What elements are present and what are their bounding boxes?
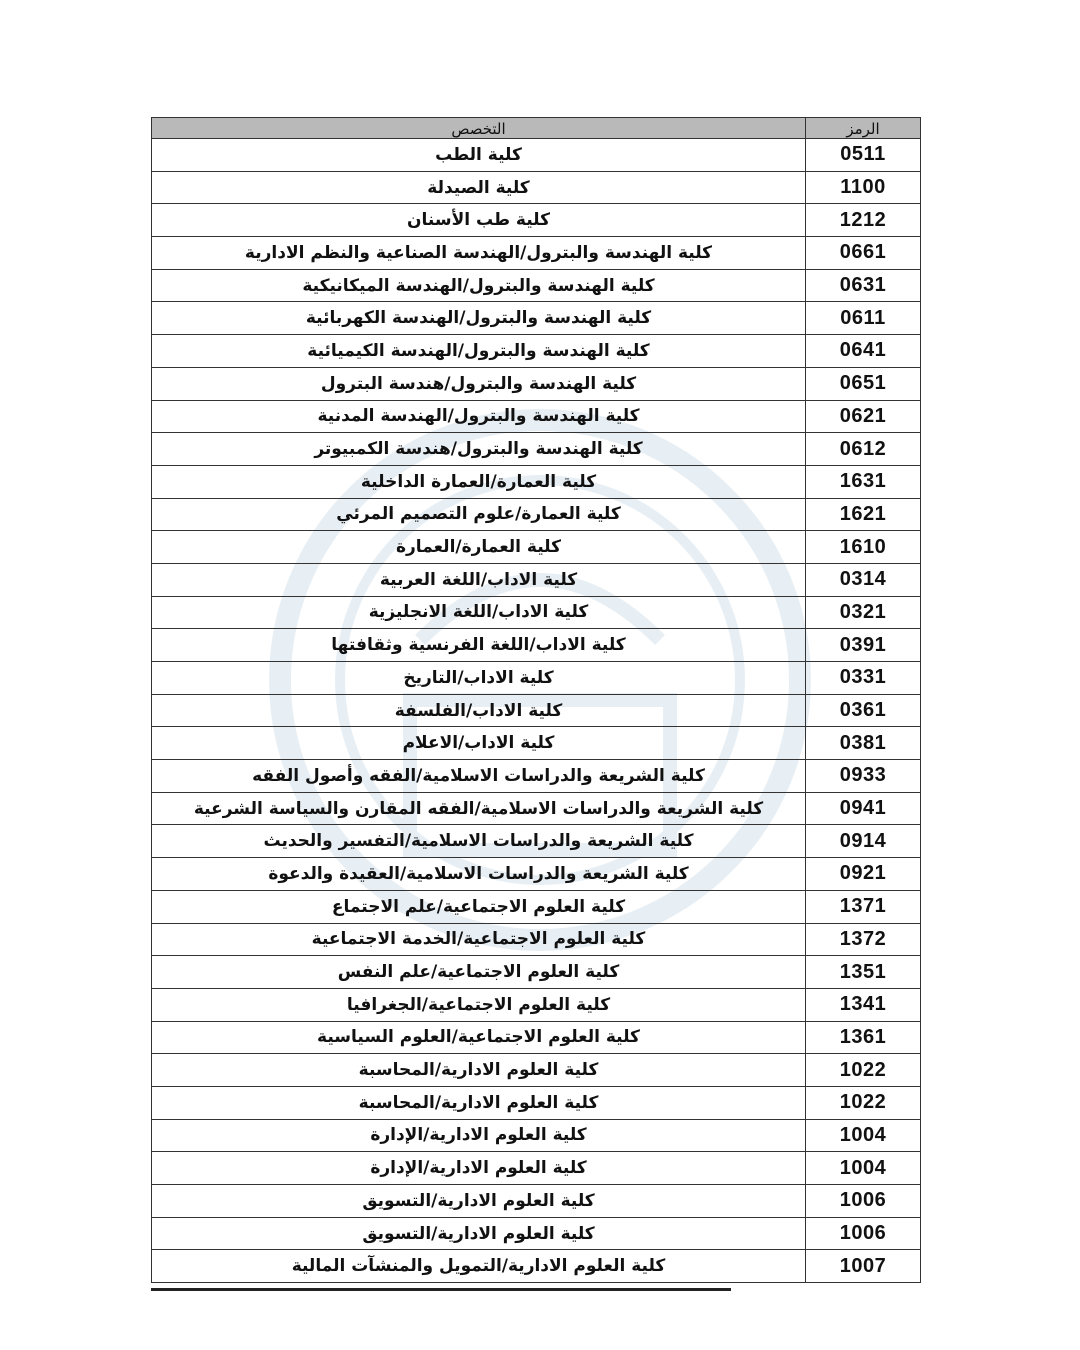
table-row [152,1054,921,1087]
table-row [152,563,921,596]
row-specialization: كلية العلوم الادارية/التسويق [152,1217,806,1250]
row-code: 1006 [806,1185,921,1218]
table-row [152,204,921,237]
row-specialization: كلية العلوم الادارية/المحاسبة [152,1054,806,1087]
row-specialization: كلية العلوم الادارية/الإدارة [152,1119,806,1152]
table-row [152,1086,921,1119]
row-code: 0511 [806,139,921,172]
table-row [152,498,921,531]
row-code: 0361 [806,694,921,727]
table-row [152,531,921,564]
table-row [152,858,921,891]
row-specialization: كلية الطب [152,139,806,172]
row-specialization: كلية العلوم الاجتماعية/الجغرافيا [152,988,806,1021]
row-specialization: كلية الهندسة والبترول/هندسة البترول [152,367,806,400]
table-row [152,1119,921,1152]
row-code: 1004 [806,1119,921,1152]
table-row [152,171,921,204]
row-specialization: كلية العلوم الادارية/المحاسبة [152,1086,806,1119]
row-code: 0933 [806,760,921,793]
majors-table [151,117,921,1283]
row-specialization: كلية الاداب/اللغة الانجليزية [152,596,806,629]
table-row [152,825,921,858]
row-code: 1007 [806,1250,921,1283]
row-code: 0631 [806,269,921,302]
table-row [152,433,921,466]
bottom-rule [151,1288,731,1291]
table-row [152,367,921,400]
row-code: 1610 [806,531,921,564]
row-specialization: كلية الشريعة والدراسات الاسلامية/الفقه المقارن والسياسة الشرعية [152,792,806,825]
table-row [152,923,921,956]
row-specialization: كلية العمارة/العمارة [152,531,806,564]
table-header-row [152,118,921,139]
row-code: 1022 [806,1086,921,1119]
row-code: 1100 [806,171,921,204]
row-code: 0621 [806,400,921,433]
table-row [152,727,921,760]
row-specialization: كلية الصيدلة [152,171,806,204]
row-specialization: كلية العلوم الاجتماعية/العلوم السياسية [152,1021,806,1054]
row-specialization: كلية الهندسة والبترول/هندسة الكمبيوتر [152,433,806,466]
row-specialization: كلية الشريعة والدراسات الاسلامية/الفقه وأصول الفقه [152,760,806,793]
row-specialization: كلية العلوم الادارية/التمويل والمنشآت المالية [152,1250,806,1283]
row-code: 0611 [806,302,921,335]
table-row [152,335,921,368]
row-code: 0381 [806,727,921,760]
table-body [152,139,921,1283]
row-code: 0641 [806,335,921,368]
table-row [152,139,921,172]
row-specialization: كلية العمارة/علوم التصميم المرئي [152,498,806,531]
row-code: 0651 [806,367,921,400]
row-code: 1022 [806,1054,921,1087]
table-row [152,302,921,335]
row-code: 0331 [806,662,921,695]
table-row [152,1217,921,1250]
code-column-header: الرمز [806,118,921,139]
row-code: 1341 [806,988,921,1021]
row-specialization: كلية الشريعة والدراسات الاسلامية/التفسير والحديث [152,825,806,858]
row-specialization: كلية طب الأسنان [152,204,806,237]
row-specialization: كلية الهندسة والبترول/الهندسة المدنية [152,400,806,433]
table-row [152,1185,921,1218]
row-code: 0914 [806,825,921,858]
table-row [152,269,921,302]
specialization-column-header: التخصص [152,118,806,139]
row-specialization: كلية الاداب/اللغة العربية [152,563,806,596]
row-code: 1372 [806,923,921,956]
row-specialization: كلية الاداب/اللغة الفرنسية وثقافتها [152,629,806,662]
table-row [152,596,921,629]
table-row [152,760,921,793]
table-row [152,1152,921,1185]
row-specialization: كلية العمارة/العمارة الداخلية [152,465,806,498]
row-code: 0661 [806,237,921,270]
row-code: 0612 [806,433,921,466]
row-code: 0391 [806,629,921,662]
table-row [152,662,921,695]
table-row [152,629,921,662]
table-row [152,465,921,498]
table-row [152,1021,921,1054]
row-specialization: كلية الهندسة والبترول/الهندسة الميكانيكية [152,269,806,302]
row-specialization: كلية العلوم الاجتماعية/الخدمة الاجتماعية [152,923,806,956]
table-row [152,237,921,270]
row-code: 1371 [806,890,921,923]
row-specialization: كلية الاداب/الفلسفة [152,694,806,727]
table-row [152,890,921,923]
row-code: 1361 [806,1021,921,1054]
row-code: 1004 [806,1152,921,1185]
table-row [152,694,921,727]
table-row [152,956,921,989]
row-specialization: كلية العلوم الادارية/الإدارة [152,1152,806,1185]
row-specialization: كلية العلوم الاجتماعية/علم الاجتماع [152,890,806,923]
table-row [152,792,921,825]
row-code: 1351 [806,956,921,989]
table-row [152,400,921,433]
row-specialization: كلية الهندسة والبترول/الهندسة الكهربائية [152,302,806,335]
row-specialization: كلية العلوم الادارية/التسويق [152,1185,806,1218]
row-code: 0321 [806,596,921,629]
row-specialization: كلية الشريعة والدراسات الاسلامية/العقيدة والدعوة [152,858,806,891]
row-specialization: كلية الاداب/التاريخ [152,662,806,695]
row-code: 1212 [806,204,921,237]
row-specialization: كلية العلوم الاجتماعية/علم النفس [152,956,806,989]
row-specialization: كلية الاداب/الاعلام [152,727,806,760]
table-row [152,1250,921,1283]
table-row [152,988,921,1021]
row-code: 1631 [806,465,921,498]
row-code: 1006 [806,1217,921,1250]
majors-table-container [151,117,921,1283]
row-code: 1621 [806,498,921,531]
row-code: 0314 [806,563,921,596]
row-specialization: كلية الهندسة والبترول/الهندسة الكيميائية [152,335,806,368]
row-code: 0941 [806,792,921,825]
row-specialization: كلية الهندسة والبترول/الهندسة الصناعية والنظم الادارية [152,237,806,270]
row-code: 0921 [806,858,921,891]
